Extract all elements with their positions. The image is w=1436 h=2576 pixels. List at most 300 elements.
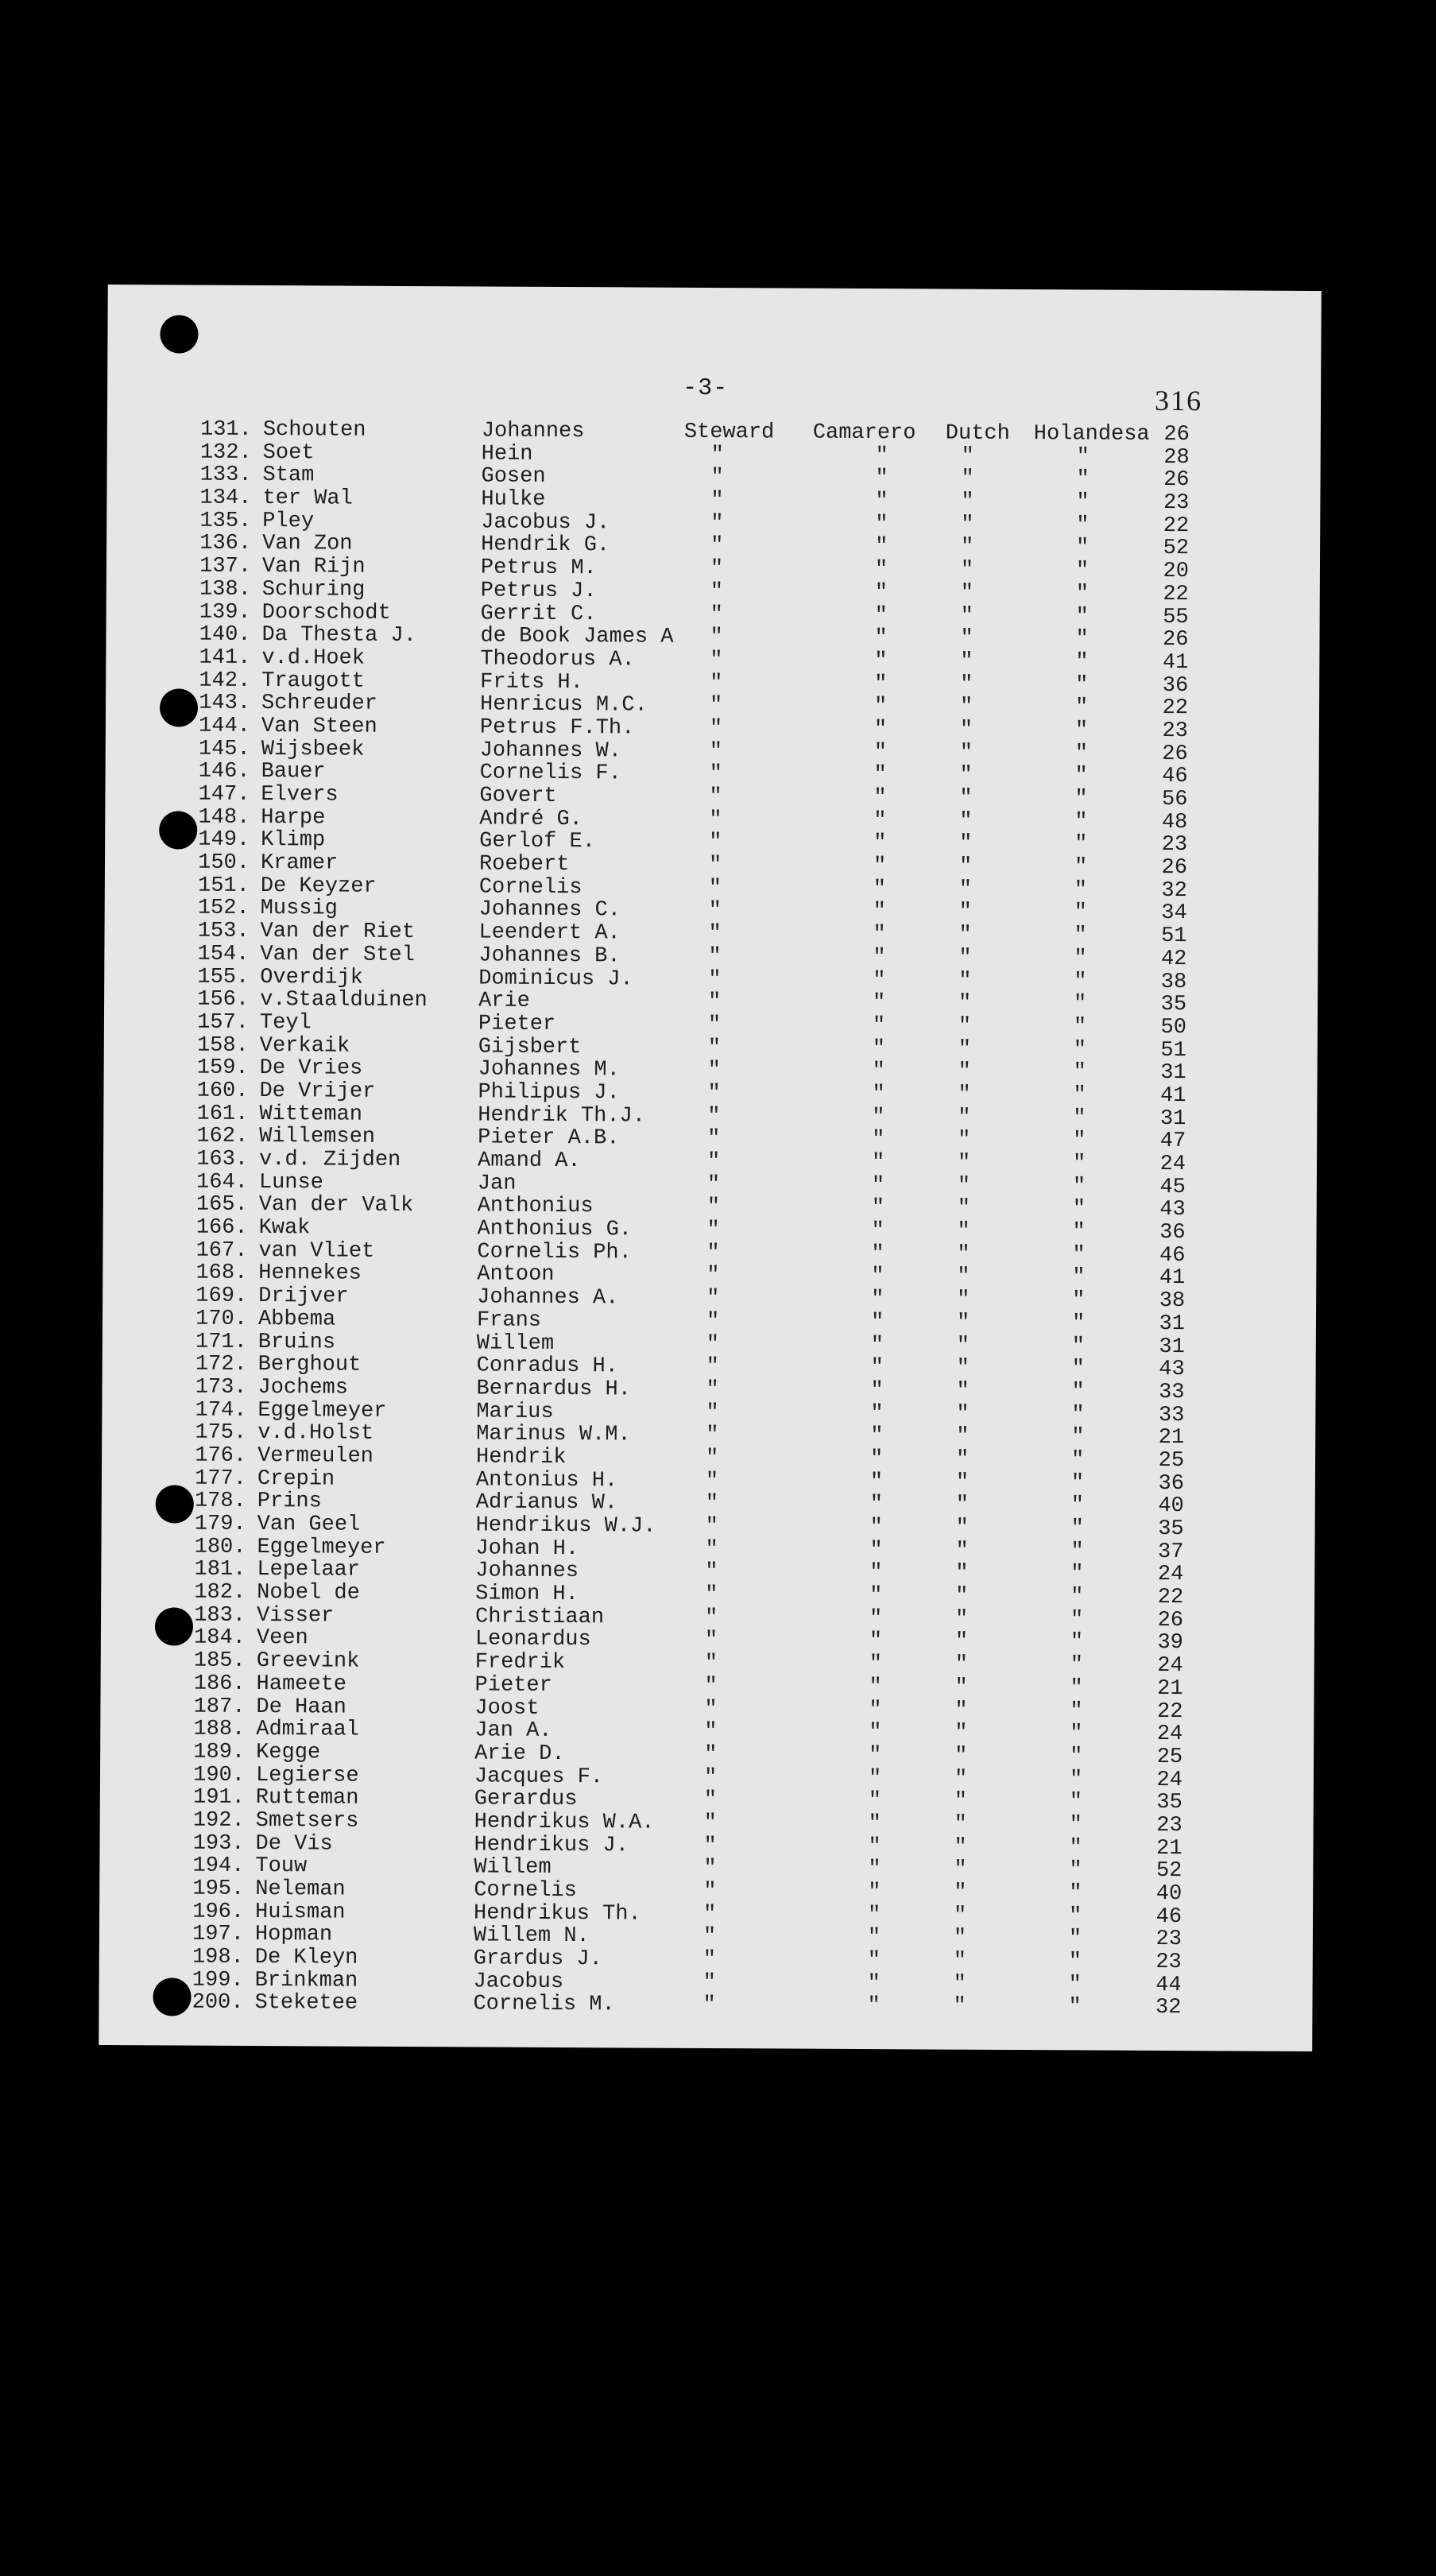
ditto-mark: " [709,831,722,855]
row-number: 199. [192,1968,244,1993]
surname: Veen [256,1626,308,1651]
ditto-mark: " [1076,490,1090,515]
age: 36 [1158,1471,1185,1496]
row-number: 196. [192,1900,245,1924]
surname: Jochems [257,1375,349,1400]
given-names: Arie D. [474,1741,565,1766]
age: 43 [1159,1358,1185,1382]
given-names: de Book James A [480,624,674,649]
ditto-mark: " [959,763,973,788]
row-number: 144. [199,714,250,738]
ditto-mark: " [708,899,722,924]
ditto-mark: " [703,1765,718,1790]
row-number: 187. [193,1695,246,1719]
page-number: -3- [683,374,729,403]
surname: Eggelmeyer [257,1398,387,1424]
ditto-mark: " [1070,1585,1084,1610]
ditto-mark: " [1076,513,1090,538]
row-number: 200. [192,1991,244,2016]
ditto-mark: " [954,1789,968,1814]
ditto-mark: " [871,1288,884,1312]
ditto-mark: " [873,991,886,1016]
row-number: 138. [199,577,251,602]
ditto-mark: " [954,1744,968,1768]
ditto-mark: " [873,808,887,833]
ditto-mark: " [1075,604,1089,629]
age: 47 [1159,1129,1186,1154]
given-names: Hendrikus W.J. [475,1513,656,1539]
age: 46 [1155,1904,1182,1929]
ditto-mark: " [1070,1608,1084,1633]
ditto-mark: " [871,1173,885,1198]
ditto-mark: " [708,854,722,878]
ditto-mark: " [1069,1881,1082,1906]
given-names: Johannes A. [477,1285,619,1311]
ditto-mark: " [960,672,973,697]
ditto-mark: " [708,876,722,901]
ditto-mark: " [954,1857,967,1883]
age: 23 [1155,1927,1182,1952]
given-names: Marius [476,1400,554,1424]
ditto-mark: " [957,1219,970,1244]
ditto-mark: " [1074,742,1089,766]
ditto-mark: " [869,1606,883,1631]
ditto-mark: " [957,1197,971,1222]
age: 35 [1156,1791,1182,1815]
ditto-mark: " [869,1561,883,1586]
row-number: 197. [192,1922,245,1947]
given-names: Jacobus J. [481,510,610,536]
age: 41 [1162,650,1189,676]
ditto-mark: " [1071,1425,1085,1450]
given-names: Petrus F.Th. [479,715,635,741]
given-names: Hendrikus Th. [474,1901,641,1927]
ditto-mark: " [708,967,722,992]
ditto-mark: " [1069,1858,1082,1883]
row-number: 152. [197,897,250,921]
row-number: 163. [196,1147,249,1172]
surname: Nobel de [257,1581,360,1606]
given-names: Philipus J. [478,1080,620,1106]
row-number: 167. [195,1238,248,1263]
ditto-mark: " [874,626,888,651]
age: 38 [1160,970,1187,994]
given-names: Cornelis Ph. [477,1240,632,1265]
ditto-mark: " [703,1834,717,1858]
ditto-mark: " [873,877,887,901]
age: 39 [1157,1631,1183,1656]
ditto-mark: " [873,695,888,719]
surname: Eggelmeyer [257,1535,386,1560]
ditto-mark: " [956,1402,970,1427]
ditto-mark: " [959,832,973,857]
row-number: 146. [198,759,250,784]
surname: Smetsers [255,1808,359,1834]
ditto-mark: " [1074,947,1087,971]
surname: Brinkman [254,1968,358,1993]
surname: Neleman [255,1877,346,1902]
ditto-mark: " [870,1378,884,1404]
given-names: Willem [476,1331,555,1356]
row-number: 182. [194,1580,246,1606]
ditto-mark: " [703,1857,717,1881]
given-names: Theodorus A. [480,647,635,672]
ditto-mark: " [1075,559,1090,583]
ditto-mark: " [958,991,972,1016]
ditto-mark: " [871,1242,884,1266]
row-number: 140. [199,622,251,648]
ditto-mark: " [958,946,972,970]
given-names: André G. [479,807,583,831]
given-names: Gerardus [474,1787,578,1812]
given-names: Johan H. [475,1536,579,1561]
age: 26 [1163,422,1190,447]
ditto-mark: " [1074,810,1088,835]
ditto-mark: " [706,1355,719,1380]
ditto-mark: " [1072,1243,1086,1268]
crew-list [99,418,1320,2020]
ditto-mark: " [868,1766,882,1791]
ditto-mark: " [710,602,723,627]
row-number: 156. [197,987,250,1013]
surname: De Keyzer [260,874,377,899]
ditto-mark: " [1074,787,1088,812]
surname: Hameete [256,1671,347,1697]
ditto-mark: " [961,490,974,514]
ditto-mark: " [868,1881,881,1905]
surname: De Haan [256,1695,346,1720]
ditto-mark: " [710,511,724,536]
ditto-mark: " [704,1629,718,1653]
surname: De Vrijer [259,1079,376,1104]
surname: Touw [255,1854,308,1879]
row-number: 143. [199,691,251,716]
ditto-mark: " [873,786,887,811]
age: 21 [1156,1836,1182,1861]
ditto-mark: " [710,489,724,513]
ditto-mark: " [706,1424,719,1448]
surname: Van der Stel [260,942,415,967]
ditto-mark: " [869,1743,882,1768]
age: 36 [1159,1221,1186,1245]
row-number: 180. [194,1535,246,1559]
surname: Admiraal [256,1718,359,1742]
surname: Stam [262,463,315,488]
row-number: 158. [196,1033,249,1058]
ditto-mark: " [869,1516,883,1540]
row-number: 179. [194,1512,246,1536]
surname: Doorschodt [261,600,391,626]
ditto-mark: " [868,1834,881,1859]
ditto-mark: " [959,695,973,719]
ditto-mark: " [705,1514,718,1540]
surname: Willemsen [259,1125,376,1150]
ditto-mark: " [1070,1722,1083,1746]
row-number: 155. [197,965,250,990]
age: 22 [1163,582,1189,606]
surname: Greevink [256,1649,360,1674]
age: 22 [1157,1586,1184,1610]
ditto-mark: " [956,1447,970,1472]
age: 50 [1160,1015,1187,1040]
given-names: Johannes M. [478,1057,620,1083]
ditto-mark: " [871,1151,885,1176]
ditto-mark: " [1074,992,1087,1017]
ditto-mark: " [957,1288,970,1312]
ditto-mark: " [958,923,972,947]
surname: Pley [262,509,315,534]
row-number: 190. [193,1763,246,1788]
given-names: Hendrikus W.A. [474,1810,655,1835]
surname: v.d.Holst [257,1421,374,1447]
age: 51 [1161,924,1187,949]
given-names: Cornelis F. [479,761,621,786]
ditto-mark: " [708,944,722,969]
age: 52 [1155,1859,1182,1884]
ditto-mark: " [954,1699,968,1723]
surname: Soet [262,440,315,466]
surname: Elvers [261,783,339,808]
age: 33 [1159,1380,1185,1405]
ditto-mark: " [703,1811,717,1835]
ditto-mark: " [870,1447,884,1472]
ditto-mark: " [709,716,723,742]
ditto-mark: " [1074,969,1087,994]
ditto-mark: " [707,1059,721,1083]
ditto-mark: " [706,1332,720,1357]
given-names: Cornelis [478,875,583,900]
age: 36 [1162,673,1189,698]
ditto-mark: " [955,1561,969,1586]
ditto-mark: " [709,739,723,764]
ditto-mark: " [705,1469,719,1493]
nationality-spanish: Holandesa [1033,422,1150,447]
ditto-mark: " [703,1925,717,1950]
given-names: Simon H. [475,1582,579,1607]
ditto-mark: " [872,1105,885,1129]
ditto-mark: " [706,1309,720,1334]
given-names: Petrus M. [480,556,597,581]
age: 45 [1159,1175,1186,1199]
given-names: Jacques F. [474,1764,604,1789]
ditto-mark: " [874,603,888,628]
ditto-mark: " [959,786,973,811]
ditto-mark: " [955,1493,970,1518]
row-number: 157. [197,1010,250,1035]
ditto-mark: " [1072,1152,1086,1176]
ditto-mark: " [1072,1265,1086,1290]
age: 23 [1161,833,1188,858]
given-names: Johannes [481,419,585,444]
age: 35 [1160,993,1187,1017]
given-names: Frans [476,1308,542,1333]
row-number: 149. [198,827,250,853]
row-number: 177. [195,1466,247,1491]
row-number: 183. [194,1603,246,1628]
row-number: 142. [199,668,251,693]
given-names: Leendert A. [478,920,621,946]
ditto-mark: " [870,1333,884,1358]
row-number: 131. [199,417,252,442]
ditto-mark: " [958,1037,972,1062]
given-names: Fredrik [474,1650,566,1675]
given-names: Gijsbert [478,1035,582,1059]
ditto-mark: " [1071,1380,1085,1404]
ditto-mark: " [1074,901,1087,925]
surname: Kwak [258,1216,311,1241]
ditto-mark: " [873,945,886,970]
ditto-mark: " [1071,1448,1085,1473]
ditto-mark: " [869,1675,882,1699]
ditto-mark: " [704,1697,718,1722]
ditto-mark: " [706,1287,720,1311]
ditto-mark: " [954,1767,968,1792]
ditto-mark: " [959,809,973,834]
ditto-mark: " [958,1083,971,1107]
surname: Huisman [255,1900,346,1925]
ditto-mark: " [703,1948,717,1973]
ditto-mark: " [1071,1402,1085,1427]
ditto-mark: " [875,535,888,560]
ditto-mark: " [1070,1540,1084,1564]
age: 22 [1156,1699,1183,1724]
ditto-mark: " [1075,650,1089,675]
given-names: Hein [481,442,533,467]
ditto-mark: " [710,648,723,672]
ditto-mark: " [869,1538,883,1563]
surname: Lepelaar [257,1558,361,1583]
ditto-mark: " [1074,719,1089,743]
surname: Drijver [258,1284,349,1309]
age: 28 [1163,445,1190,470]
ditto-mark: " [868,1903,881,1927]
ditto-mark: " [958,877,973,902]
rank: Steward [683,420,775,445]
row-number: 161. [196,1102,249,1126]
age: 31 [1159,1311,1186,1336]
nationality: Dutch [945,421,1010,446]
ditto-mark: " [705,1560,718,1585]
given-names: Johannes [475,1559,579,1584]
surname: Kramer [260,851,339,876]
row-number: 198. [192,1945,244,1970]
ditto-mark: " [1068,1995,1082,2020]
ditto-mark: " [708,922,722,947]
ditto-mark: " [871,1196,885,1221]
row-number: 166. [195,1215,248,1241]
age: 40 [1155,1881,1182,1907]
surname: Crepin [257,1466,335,1492]
ditto-mark: " [1068,1973,1082,1997]
ditto-mark: " [873,763,887,788]
given-names: Hendrikus J. [474,1833,629,1858]
ditto-mark: " [1072,1220,1086,1245]
age: 23 [1163,491,1190,516]
ditto-mark: " [1069,1813,1082,1838]
row-number: 139. [199,600,251,625]
row-number: 151. [197,874,250,898]
ditto-mark: " [705,1537,718,1562]
given-names: Adrianus W. [475,1490,618,1516]
ditto-mark: " [707,1036,722,1060]
ditto-mark: " [709,694,723,719]
surname: Van Zon [262,532,353,557]
age: 46 [1162,765,1188,789]
surname: v.Staalduinen [260,988,428,1013]
given-names: Pieter [478,1012,556,1036]
surname: Schuring [261,577,366,602]
given-names: Hendrik Th.J. [478,1103,646,1129]
ditto-mark: " [957,1151,971,1176]
age: 32 [1155,1996,1182,2020]
given-names: Leonardus [474,1627,591,1652]
given-names: Dominicus J. [478,966,633,991]
given-names: Anthonius [477,1194,594,1219]
ditto-mark: " [954,1675,968,1700]
row-number: 154. [197,942,250,966]
ditto-mark: " [709,808,722,832]
ditto-mark: " [958,854,973,879]
given-names: Jan [477,1172,517,1196]
ditto-mark: " [960,604,973,629]
given-names: Marinus W.M. [476,1422,631,1447]
ditto-mark: " [954,1607,969,1632]
row-number: 137. [199,554,252,579]
row-number: 150. [198,850,250,876]
row-number: 135. [199,509,252,533]
punch-hole [160,315,198,353]
ditto-mark: " [706,1446,719,1470]
ditto-mark: " [870,1356,884,1381]
ditto-mark: " [1070,1745,1083,1769]
ditto-mark: " [961,513,974,537]
age: 24 [1156,1722,1183,1747]
surname: v.d.Hoek [261,645,366,671]
surname: Mussig [260,897,338,921]
surname: De Vis [255,1831,333,1857]
age: 24 [1159,1152,1186,1177]
ditto-mark: " [957,1242,970,1267]
ditto-mark: " [960,649,973,674]
ditto-mark: " [956,1379,970,1404]
ditto-mark: " [872,1083,885,1107]
row-number: 141. [199,645,251,670]
ditto-mark: " [1074,924,1087,948]
age: 40 [1158,1494,1184,1519]
surname: Klimp [261,828,326,853]
surname: Bauer [261,760,326,784]
ditto-mark: " [1074,878,1088,903]
given-names: Antonius H. [475,1468,618,1493]
age: 41 [1159,1083,1186,1109]
ditto-mark: " [872,1036,886,1061]
row-number: 164. [196,1170,248,1195]
given-names: Joost [474,1695,540,1721]
ditto-mark: " [1070,1562,1084,1586]
surname: Schreuder [261,691,377,717]
age: 56 [1161,787,1188,812]
age: 55 [1163,605,1189,629]
given-names: Pieter [474,1673,552,1698]
ditto-mark: " [869,1721,882,1745]
surname: Berghout [257,1353,362,1377]
ditto-mark: " [868,1857,881,1882]
ditto-mark: " [1070,1699,1083,1723]
given-names: Jacobus [473,1970,564,1994]
given-names: Antoon [477,1262,555,1288]
row-number: 188. [193,1717,246,1742]
surname: Verkaik [259,1033,350,1059]
